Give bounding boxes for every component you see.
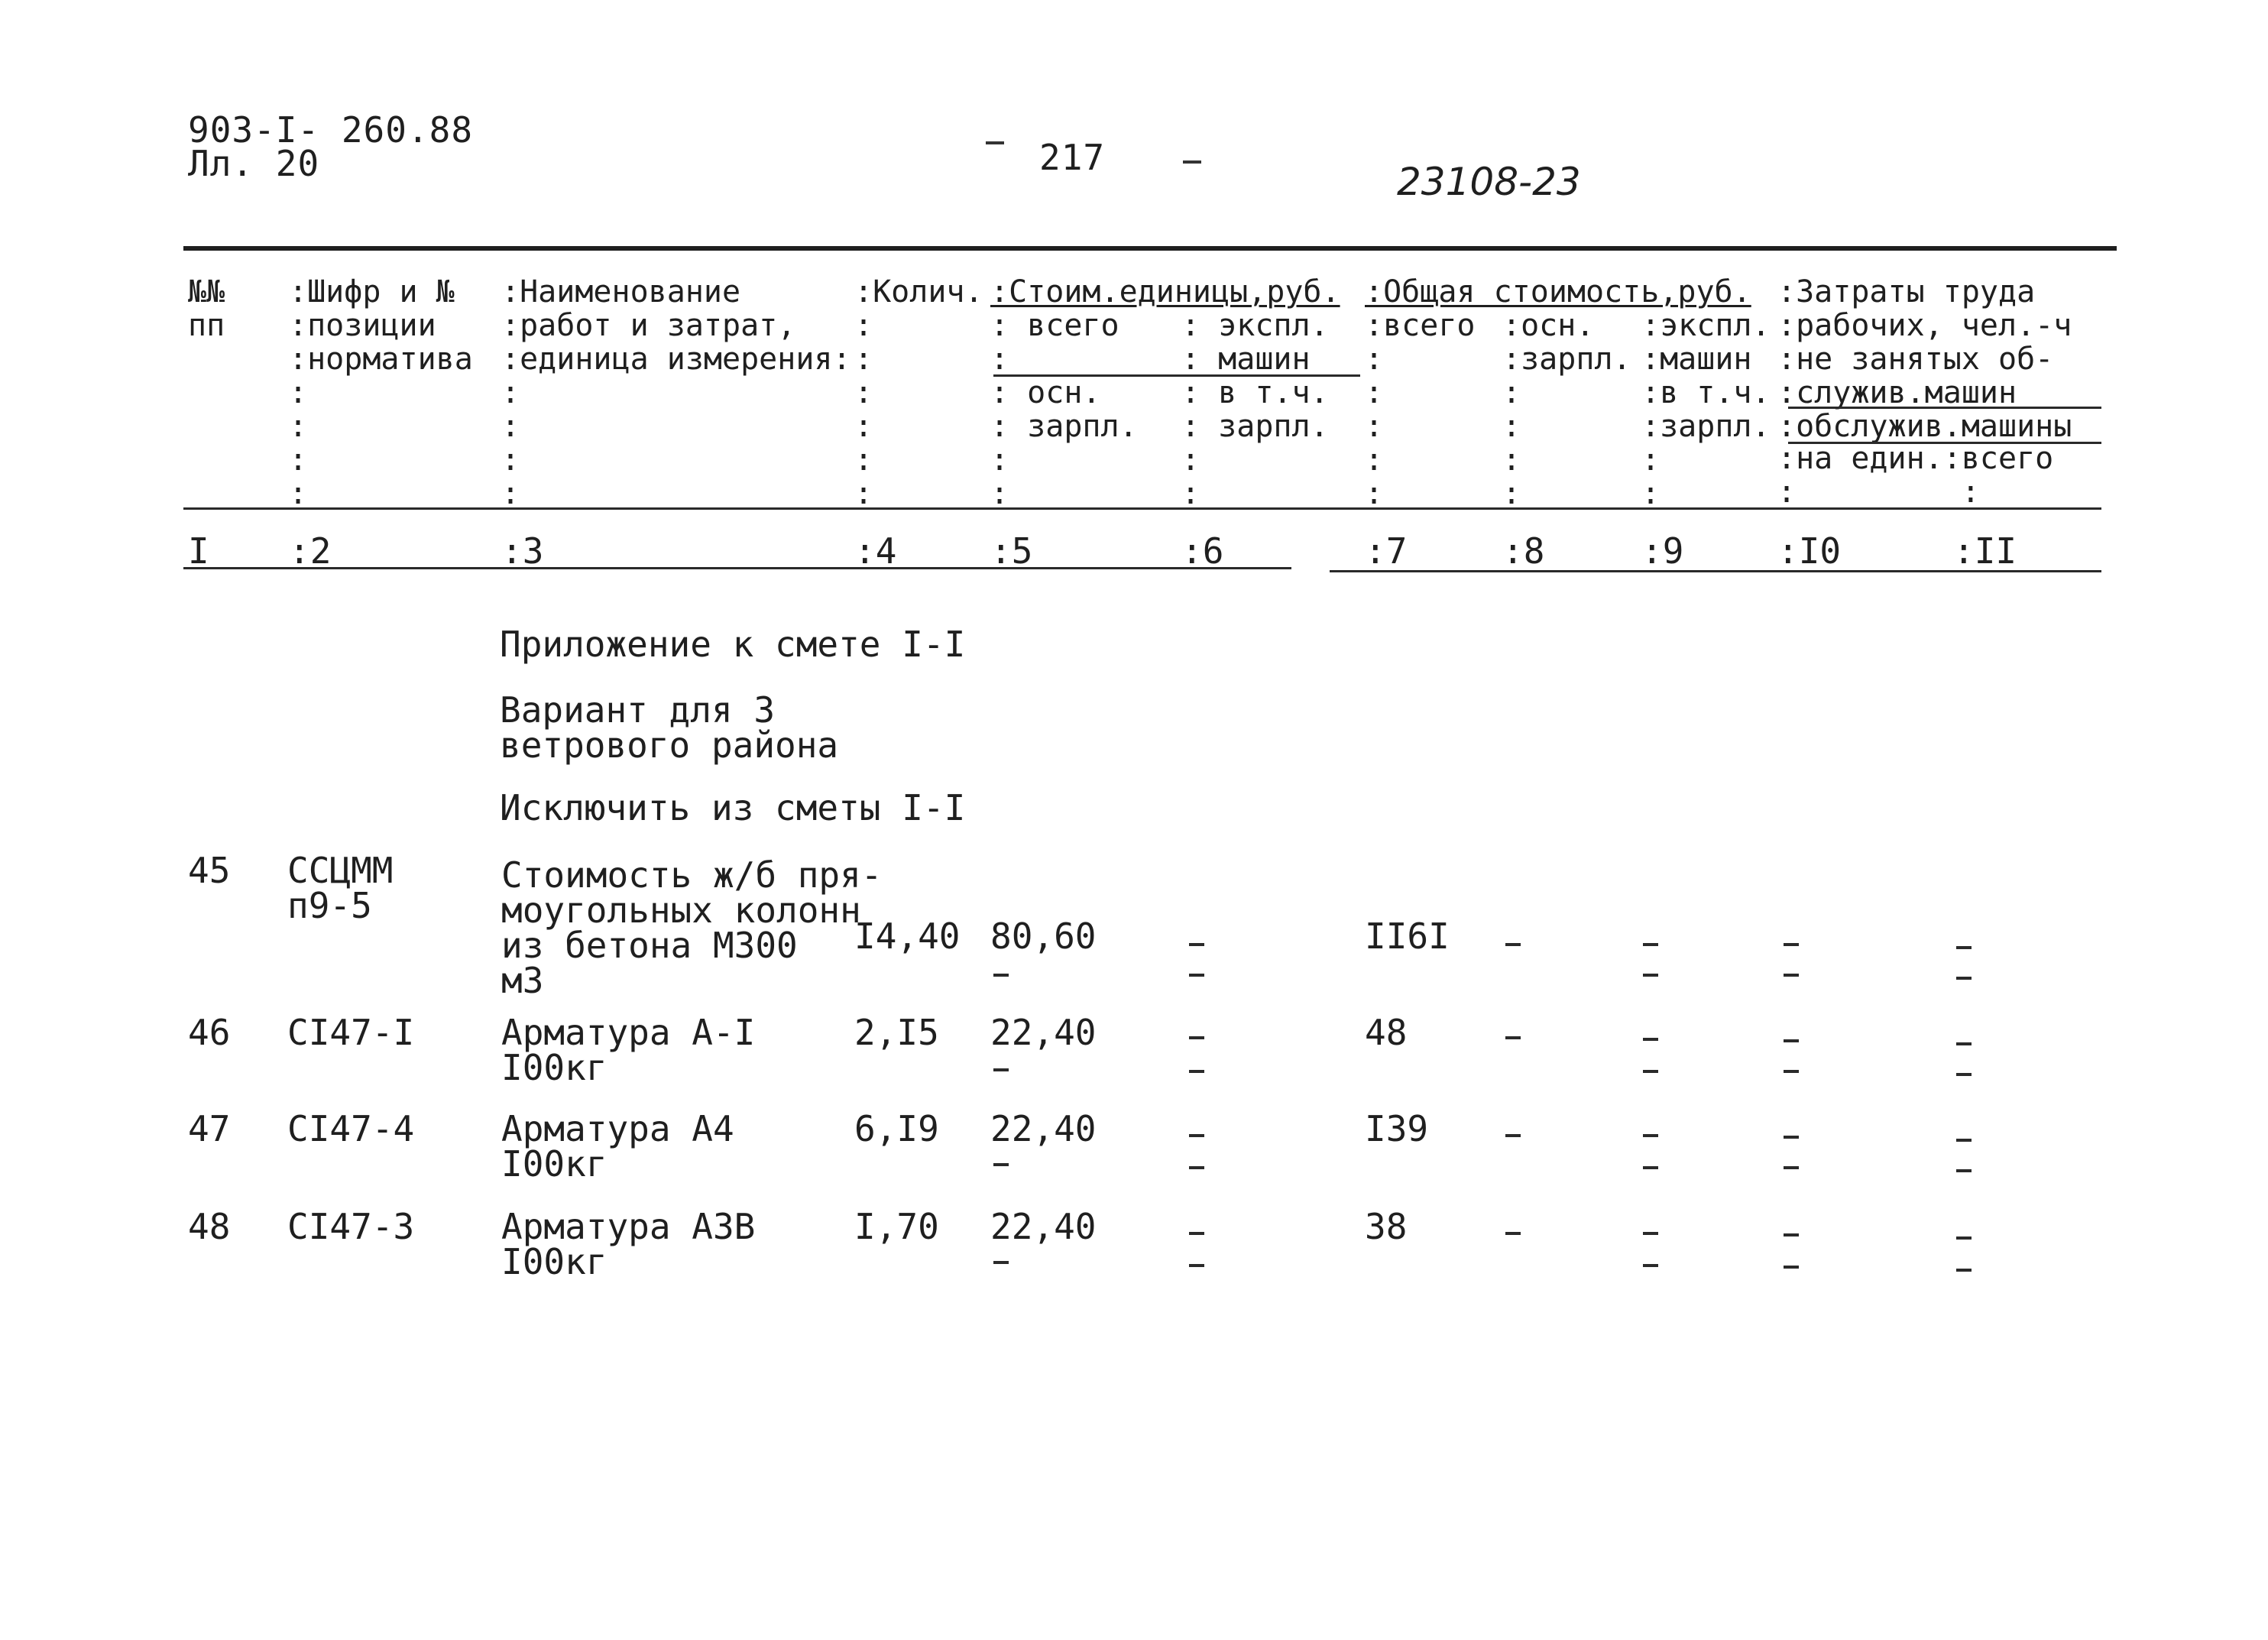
- column-number-1: I: [188, 530, 209, 572]
- row-47-labor-total-2-dash: [1956, 1169, 1972, 1172]
- row-48-labor-unit-2-dash: [1784, 1266, 1799, 1269]
- row-45-quantity: I4,40: [854, 916, 961, 957]
- row-47-number: 47: [188, 1108, 231, 1149]
- section-appendix-title: Приложение к смете I-I: [500, 624, 966, 665]
- row-46-labor-unit-dash: [1784, 1039, 1799, 1042]
- row-48-wage-dash: [993, 1261, 1009, 1264]
- row-47-machines-dash: [1189, 1134, 1204, 1137]
- row-46-code: СI47-I: [287, 1012, 415, 1053]
- row-48-name: Арматура А3В I00кг: [501, 1206, 756, 1282]
- row-45-labor-total-dash: [1956, 946, 1972, 949]
- header-total-cost-machines: :экспл. :машин :в т.ч. :зарпл. : :: [1641, 308, 1771, 511]
- section-exclude: Исключить из сметы I-I: [500, 787, 966, 828]
- row-47-machines-wage-dash: [1189, 1166, 1204, 1169]
- row-47-total-wages-dash: [1505, 1134, 1521, 1137]
- row-46-labor-total-dash: [1956, 1042, 1972, 1045]
- row-45-labor-unit-2-dash: [1784, 974, 1799, 977]
- row-48-labor-unit-dash: [1784, 1233, 1799, 1236]
- row-48-total-machines-dash: [1643, 1232, 1658, 1235]
- stamp-number: 23108-23: [1397, 160, 1581, 204]
- header-labor-desc: :рабочих, чел.-ч :не занятых об- :служив.машин :обслужив.машины: [1777, 308, 2072, 444]
- header-row-number: №№ пп: [188, 274, 225, 343]
- header-total-cost-group: :Общая стоимость,руб.: [1365, 274, 1751, 310]
- row-45-labor-total-2-dash: [1956, 977, 1972, 980]
- row-45-labor-unit-dash: [1784, 943, 1799, 946]
- row-46-number: 46: [188, 1012, 231, 1053]
- column-number-8: :8: [1502, 530, 1545, 572]
- row-48-code: СI47-3: [287, 1206, 415, 1247]
- header-name: :Наименование :работ и затрат, :единица измерения: : : : :: [501, 274, 851, 511]
- row-47-unit-total: 22,40: [990, 1108, 1097, 1149]
- column-number-11: :II: [1953, 530, 2017, 572]
- row-46-quantity: 2,I5: [854, 1012, 939, 1053]
- row-45-total-wages-dash: [1505, 943, 1521, 946]
- column-number-7: :7: [1365, 530, 1408, 572]
- header-quantity: :Колич. : : : : : :: [854, 274, 983, 511]
- row-48-total: 38: [1365, 1206, 1408, 1247]
- row-45-machines-dash: [1189, 943, 1204, 946]
- row-46-total-machines-dash: [1643, 1038, 1658, 1041]
- row-45-total: II6I: [1365, 916, 1450, 957]
- row-47-wage-dash: [993, 1163, 1009, 1166]
- row-45-unit-total: 80,60: [990, 916, 1097, 957]
- header-unit-cost-subrule: [993, 374, 1360, 377]
- header-code: :Шифр и № :позиции :норматива : : : :: [289, 274, 473, 511]
- row-47-total-machines-dash: [1643, 1134, 1658, 1137]
- page-number: 217: [1039, 137, 1106, 178]
- section-variant: Вариант для 3 ветрового района: [500, 689, 839, 766]
- row-47-name: Арматура А4 I00кг: [501, 1108, 734, 1185]
- row-48-quantity: I,70: [854, 1206, 939, 1247]
- row-47-labor-unit-2-dash: [1784, 1166, 1799, 1169]
- header-labor-per-unit-total: :на един.:всего : :: [1777, 441, 2054, 510]
- column-numbers-rule-left: [183, 567, 1291, 569]
- row-45-wage-dash: [993, 974, 1009, 977]
- header-top-rule: [183, 246, 2117, 251]
- row-46-total: 48: [1365, 1012, 1408, 1053]
- row-46-machines-dash: [1189, 1036, 1204, 1039]
- row-48-total-machines-wage-dash: [1643, 1264, 1658, 1267]
- page-number-dash-left: [986, 141, 1004, 144]
- header-unit-cost-machines: : экспл. : машин : в т.ч. : зарпл. : :: [1181, 308, 1329, 511]
- column-number-5: :5: [990, 530, 1033, 572]
- row-47-code: СI47-4: [287, 1108, 415, 1149]
- column-number-10: :I0: [1777, 530, 1842, 572]
- page-number-dash-right: [1183, 160, 1201, 164]
- sheet-number: Лл. 20: [188, 143, 320, 184]
- header-total-cost-all: :всего : : : : :: [1365, 308, 1476, 511]
- header-labor-subrule-1: [1788, 407, 2101, 409]
- row-45-total-machines-dash: [1643, 943, 1658, 946]
- row-47-labor-unit-dash: [1784, 1136, 1799, 1139]
- row-46-labor-total-2-dash: [1956, 1073, 1972, 1076]
- column-number-3: :3: [501, 530, 544, 572]
- row-48-machines-dash: [1189, 1232, 1204, 1235]
- column-number-6: :6: [1181, 530, 1224, 572]
- row-47-total-machines-wage-dash: [1643, 1166, 1658, 1169]
- row-45-name: Стоимость ж/б пря- моугольных колонн из бетона М300 м3: [501, 854, 883, 1001]
- header-unit-cost-total: : всего : : осн. : зарпл. : :: [990, 308, 1138, 511]
- header-unit-cost-group: :Стоим.единицы,руб.: [990, 274, 1340, 310]
- row-45-code: ССЦММ п9-5: [287, 850, 394, 926]
- row-47-total: I39: [1365, 1108, 1429, 1149]
- row-46-machines-wage-dash: [1189, 1070, 1204, 1073]
- column-number-4: :4: [854, 530, 897, 572]
- row-46-labor-unit-2-dash: [1784, 1070, 1799, 1073]
- row-46-unit-total: 22,40: [990, 1012, 1097, 1053]
- row-45-machines-wage-dash: [1189, 974, 1204, 977]
- row-45-total-machines-wage-dash: [1643, 974, 1658, 977]
- row-48-number: 48: [188, 1206, 231, 1247]
- row-46-name: Арматура А-I I00кг: [501, 1012, 756, 1088]
- row-46-wage-dash: [993, 1068, 1009, 1071]
- row-47-quantity: 6,I9: [854, 1108, 939, 1149]
- document-code: 903-I- 260.88: [188, 109, 474, 151]
- row-48-labor-total-dash: [1956, 1236, 1972, 1240]
- row-46-total-machines-wage-dash: [1643, 1070, 1658, 1073]
- row-48-unit-total: 22,40: [990, 1206, 1097, 1247]
- row-48-total-wages-dash: [1505, 1232, 1521, 1235]
- header-total-cost-wages: :осн. :зарпл. : : : :: [1502, 308, 1631, 511]
- column-number-2: :2: [289, 530, 332, 572]
- column-number-9: :9: [1641, 530, 1684, 572]
- row-45-number: 45: [188, 850, 231, 891]
- row-48-machines-wage-dash: [1189, 1264, 1204, 1267]
- header-labor-group: :Затраты труда: [1777, 274, 2036, 310]
- row-48-labor-total-2-dash: [1956, 1269, 1972, 1272]
- row-46-total-wages-dash: [1505, 1036, 1521, 1039]
- row-47-labor-total-dash: [1956, 1139, 1972, 1142]
